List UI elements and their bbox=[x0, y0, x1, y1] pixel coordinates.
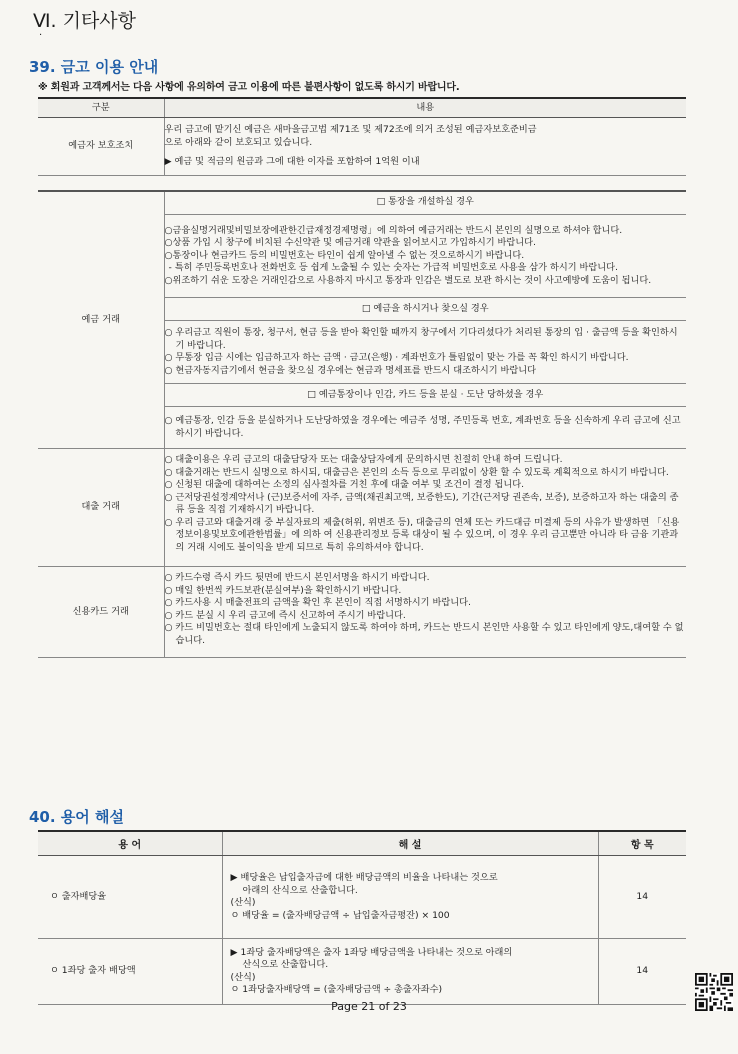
loan-label: 대출 거래 bbox=[38, 449, 164, 567]
protection-line3: ▶ 예금 및 적금의 원금과 그에 대한 이자를 포함하여 1억원 이내 bbox=[164, 156, 420, 167]
deposit-sub1-item: ○통장이나 현금카드 등의 비밀번호는 타인이 쉽게 알아낼 수 없는 것으로하시기 바랍니다. bbox=[164, 249, 525, 261]
deposit-sub2-item: ○ 무통장 입금 시에는 입금하고자 하는 금액 · 금고(은행) · 계좌번호가 틀림없이 맞는 가를 꼭 확인 하시기 바랍니다. bbox=[164, 352, 629, 363]
card-label: 신용카드 거래 bbox=[38, 567, 164, 658]
protection-line1: 우리 금고에 맡기신 예금은 새마을금고법 제71조 및 제72조에 의거 조성된 예금자보호준비금 bbox=[164, 124, 537, 135]
loan-item: ○ 우리 금고와 대출거래 중 부실자료의 제출(허위, 위변조 등), 대출금의 연체 또는 카드대금 미결제 등의 사유가 발생하면 「신용정보이용및보호에관한법률」에 의하 여 신용관리정보 등록 대상이 될 수 있으며, 이 경우 우리 금고뿐만 아니라 타 금융 기관과의 거래 시에도 불이익을 받게 되므로 특히 유의하셔야 합니다. bbox=[164, 516, 680, 553]
term-row bbox=[38, 856, 686, 939]
term-desc-line: (산식) bbox=[230, 971, 256, 983]
card-item: ○ 매일 한번씩 카드보관(분실여부)을 확인하시기 바랍니다. bbox=[164, 584, 402, 596]
section-39-title: 39. 금고 이용 안내 bbox=[29, 58, 159, 76]
terms-table bbox=[38, 830, 686, 1005]
section-header: Ⅵ. 기타사항 bbox=[33, 10, 137, 32]
deposit-sub2-item: ○ 우리금고 직원이 통장, 청구서, 현금 등을 받아 확인할 때까지 창구에서 기다리셨다가 처리된 통장의 입 · 출금액 등을 확인하시기 바랍니다. bbox=[164, 327, 678, 351]
card-item: ○ 카드수령 즉시 카드 뒷면에 반드시 본인서명을 하시기 바랍니다. bbox=[164, 572, 430, 583]
term-desc-line: ㅇ 배당율 = (출자배당금액 ÷ 납입출자금평잔) × 100 bbox=[230, 909, 450, 921]
deposit-sub1-item: ○금융실명거래및비밀보장에관한긴급재정경제명령」에 의하여 예금거래는 반드시 본인의 실명으로 하셔야 합니다. bbox=[164, 224, 623, 236]
term-desc-line: ▶ 배당율은 납입출자금에 대한 배당금액의 비율을 나타내는 것으로 bbox=[230, 872, 498, 883]
col-item-header: 항 목 bbox=[598, 831, 686, 856]
card-row bbox=[38, 567, 686, 658]
col-term-header: 용 어 bbox=[38, 831, 222, 856]
term-row bbox=[38, 939, 686, 1005]
card-item: ○ 카드 비밀번호는 절대 타인에게 노출되지 않도록 하여야 하며, 카드는 반드시 본인만 사용할 수 있고 타인에게 양도,대여할 수 없습니다. bbox=[164, 622, 684, 646]
term-item: 14 bbox=[598, 939, 686, 1005]
term-name: ㅇ 출자배당율 bbox=[38, 856, 222, 939]
deposit-label: 예금 거래 bbox=[38, 191, 164, 449]
deposit-sub1-item: ○상품 가입 시 창구에 비치된 수신약관 및 예금거래 약관을 읽어보시고 가입하시기 바랍니다. bbox=[164, 237, 536, 248]
deposit-sub1-title: □ 통장을 개설하실 경우 bbox=[164, 191, 686, 215]
deposit-sub1-dash: - 특히 주민등록번호나 전화번호 등 쉽게 노출될 수 있는 숫자는 가급적 비밀번호로 사용을 삼가 하시기 바랍니다. bbox=[168, 262, 618, 273]
guide-table bbox=[38, 97, 686, 658]
loan-item: ○ 대출이용은 우리 금고의 대출담당자 또는 대출상담자에게 문의하시면 친절히 안내 하여 드립니다. bbox=[164, 454, 563, 465]
term-desc-line: ▶ 1좌당 출자배당액은 출자 1좌당 배당금액을 나타내는 것으로 아래의 bbox=[230, 946, 513, 958]
deposit-sub3-title: □ 예금통장이나 인감, 카드 등을 분실 · 도난 당하셨을 경우 bbox=[164, 384, 686, 407]
qr-code-icon bbox=[695, 973, 733, 1011]
loan-item: ○ 신청된 대출에 대하여는 소정의 심사절차를 거친 후에 대출 여부 및 조건이 결정 됩니다. bbox=[164, 479, 525, 490]
term-desc-line: (산식) bbox=[230, 897, 256, 908]
protection-label: 예금자 보호조치 bbox=[38, 118, 164, 176]
term-name: ㅇ 1좌당 출자 배당액 bbox=[38, 939, 222, 1005]
term-item: 14 bbox=[598, 856, 686, 939]
term-desc-line: ㅇ 1좌당출자배당액 = (출자배당금액 ÷ 총출자좌수) bbox=[230, 984, 443, 995]
card-item: ○ 카드사용 시 매출전표의 금액을 확인 후 본인이 직접 서명하시기 바랍니다. bbox=[164, 597, 471, 608]
deposit-sub3-item: ○ 예금통장, 인감 등을 분실하거나 도난당하였을 경우에는 예금주 성명, 주민등록 번호, 계좌번호 등을 신속하게 우리 금고에 신고하시기 바랍니다. bbox=[164, 415, 681, 439]
protection-row bbox=[38, 118, 686, 176]
deposit-sub2-title: □ 예금을 하시거나 찾으실 경우 bbox=[164, 298, 686, 321]
deposit-sub2-item: ○ 현금자동지급기에서 현금을 찾으실 경우에는 현금과 명세표를 반드시 대조하시기 바랍니다 bbox=[164, 364, 537, 376]
card-item: ○ 카드 분실 시 우리 금고에 즉시 신고하여 주시기 바랍니다. bbox=[164, 609, 406, 621]
section-39-note: ※ 회원과 고객께서는 다음 사항에 유의하여 금고 이용에 따른 불편사항이 없도록 하시기 바랍니다. bbox=[38, 82, 460, 93]
protection-line2: 으로 아래와 같이 보호되고 있습니다. bbox=[164, 136, 313, 148]
page-footer: Page 21 of 23 bbox=[331, 1000, 407, 1013]
term-desc-line: 아래의 산식으로 산출합니다. bbox=[242, 884, 358, 896]
loan-row bbox=[38, 449, 686, 567]
loan-item: ○ 대출거래는 반드시 실명으로 하시되, 대출금은 본인의 소득 등으로 무리없이 상환 할 수 있도록 계획적으로 하시기 바랍니다. bbox=[164, 466, 669, 478]
loan-item: ○ 근저당권설정계약서나 (근)보증서에 자주, 금액(채권최고액, 보증한도), 기간(근저당 권존속, 보증), 보증하고자 하는 대출의 종류 등을 직접 기재하시기 바랍니다. bbox=[164, 491, 679, 515]
dot-mark: · bbox=[39, 30, 43, 41]
col-category-header: 구분 bbox=[38, 98, 164, 118]
col-desc-header: 해 설 bbox=[222, 831, 598, 856]
term-desc-line: 산식으로 산출합니다. bbox=[242, 959, 329, 970]
deposit-sub1-item: ○위조하기 쉬운 도장은 거래인감으로 사용하지 마시고 통장과 인감은 별도로 보관 하시는 것이 사고예방에 도움이 됩니다. bbox=[164, 274, 652, 286]
col-content-header: 내용 bbox=[164, 98, 686, 118]
section-40-title: 40. 용어 해설 bbox=[29, 808, 124, 826]
